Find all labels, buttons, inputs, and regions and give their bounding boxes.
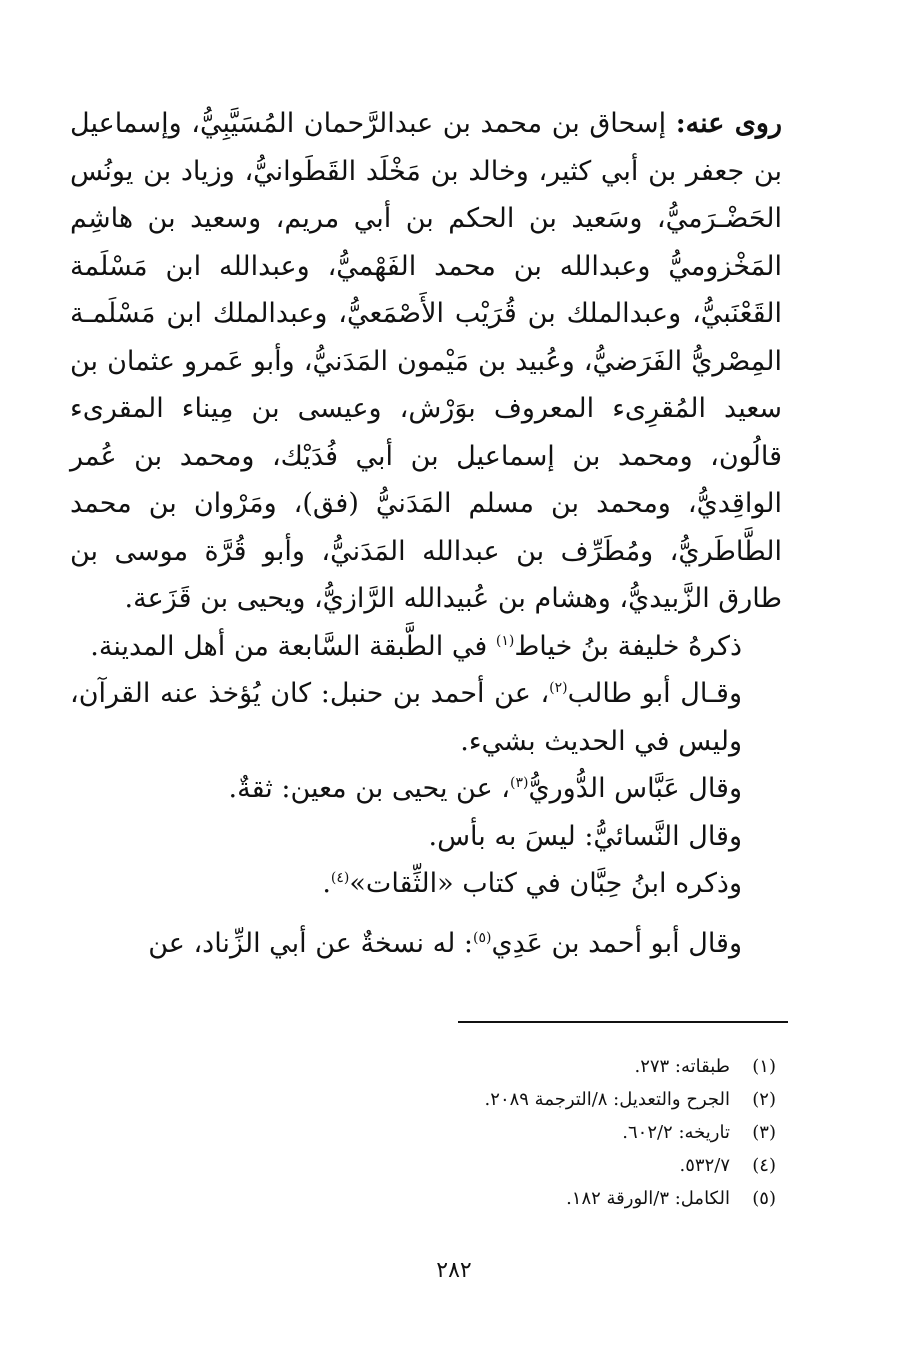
narrators-list: إسحاق بن محمد بن عبدالرَّحمان المُسَيَّبِيُّ، وإسماعيل بن جعفر بن أبي كثير، وخالد بن مَخْلَد القَطَوانيُّ، وزياد بن يونُس الحَضْـرَميُّ، وسَعيد بن الحكم بن أبي مريم، وسعيد بن هاشِم المَخْزوميُّ وعبدالله بن محمد الفَهْميُّ، وعبدالله ابن مَسْلَمة القَعْنَبيُّ، وعبدالملك بن قُرَيْب الأَصْمَعيُّ، وعبدالملك ابن مَسْلَمـة المِصْريُّ الفَرَضيُّ، وعُبيد بن مَيْمون المَدَنيُّ، وأبو عَمرو عثمان بن سعيد المُقرِىء المعروف بوَرْش، وعيسى بن مِيناء المقرىء قالُون، ومحمد بن إسماعيل بن أبي فُدَيْك، ومحمد بن عُمر الواقِديُّ، ومحمد بن مسلم المَدَنيُّ (فق)، ومَرْوان بن محمد الطَّاطَريُّ، ومُطَرِّف بن عبدالله المَدَنيُّ، وأبو قُرَّة موسى بن طارق الزَّبيديُّ، وهشام بن عُبيدالله الرَّازيُّ، ويحيى بن قَزَعة. [70, 108, 782, 614]
paragraph-ibn-hibban [70, 860, 782, 908]
paragraph-text: وذكره ابنُ حِبَّان في كتاب «الثِّقات» [349, 868, 742, 899]
footnote-ref-3: (٣) [510, 775, 529, 791]
paragraph-text: وقال أبو أحمد بن عَدِي [491, 927, 742, 959]
footnote-number: (٣) [752, 1122, 776, 1143]
paragraph-text: وقـال أبو طالب [567, 678, 742, 709]
paragraph-text: في الطَّبقة السَّابعة من أهل المدينة. [90, 630, 496, 662]
main-text [70, 100, 782, 967]
footnote-ref-4: (٤) [330, 870, 350, 886]
footnote-item [256, 1182, 776, 1215]
footnote-number: (٥) [752, 1188, 776, 1209]
footnote-number: (٢) [752, 1089, 776, 1110]
paragraph-abu-talib [70, 670, 782, 765]
narrators-label: روى عنه: [675, 108, 782, 139]
paragraph-gap [70, 908, 782, 920]
narrators-paragraph [70, 100, 782, 623]
paragraph-text: ذكرهُ خليفة بنُ خياط [514, 630, 742, 662]
footnote-text: ٥٣٢/٧. [679, 1155, 730, 1176]
paragraph-khalifa [70, 623, 782, 671]
paragraph-text: : له نسخةٌ عن أبي الزِّناد، عن [148, 927, 473, 959]
footnote-text: الجرح والتعديل: ٨/الترجمة ٢٠٨٩. [484, 1089, 730, 1110]
footnote-number: (١) [752, 1056, 776, 1077]
paragraph-abbas [70, 765, 782, 813]
footnote-item [256, 1050, 776, 1083]
paragraph-text: وقال عَبَّاس الدُّوريُّ [528, 773, 742, 804]
footnote-item [256, 1149, 776, 1182]
footnote-ref-2: (٢) [549, 680, 568, 696]
footnote-ref-5: (٥) [472, 929, 492, 946]
footnote-number: (٤) [752, 1155, 776, 1176]
paragraph-text: ، عن يحيى بن معين: ثقةٌ. [228, 773, 511, 804]
footnote-separator [458, 1021, 788, 1023]
footnote-text: الكامل: ٣/الورقة ١٨٢. [566, 1188, 730, 1209]
footnote-item [256, 1083, 776, 1116]
footnote-item [256, 1116, 776, 1149]
footnotes [256, 1050, 776, 1215]
footnote-text: تاريخه: ٦٠٢/٢. [622, 1122, 730, 1143]
paragraph-text: ، عن أحمد بن حنبل: كان يُؤخذ عنه القرآن، وليس في الحديث بشيء. [70, 678, 742, 757]
paragraph-nasai: وقال النَّسائيُّ: ليسَ به بأس. [428, 820, 742, 852]
paragraph-ibn-adi [70, 920, 782, 968]
paragraph-text: . [322, 868, 331, 899]
page-number: ٢٨٢ [436, 1258, 472, 1283]
footnote-text: طبقاته: ٢٧٣. [634, 1056, 730, 1077]
footnote-ref-1: (١) [495, 632, 515, 649]
